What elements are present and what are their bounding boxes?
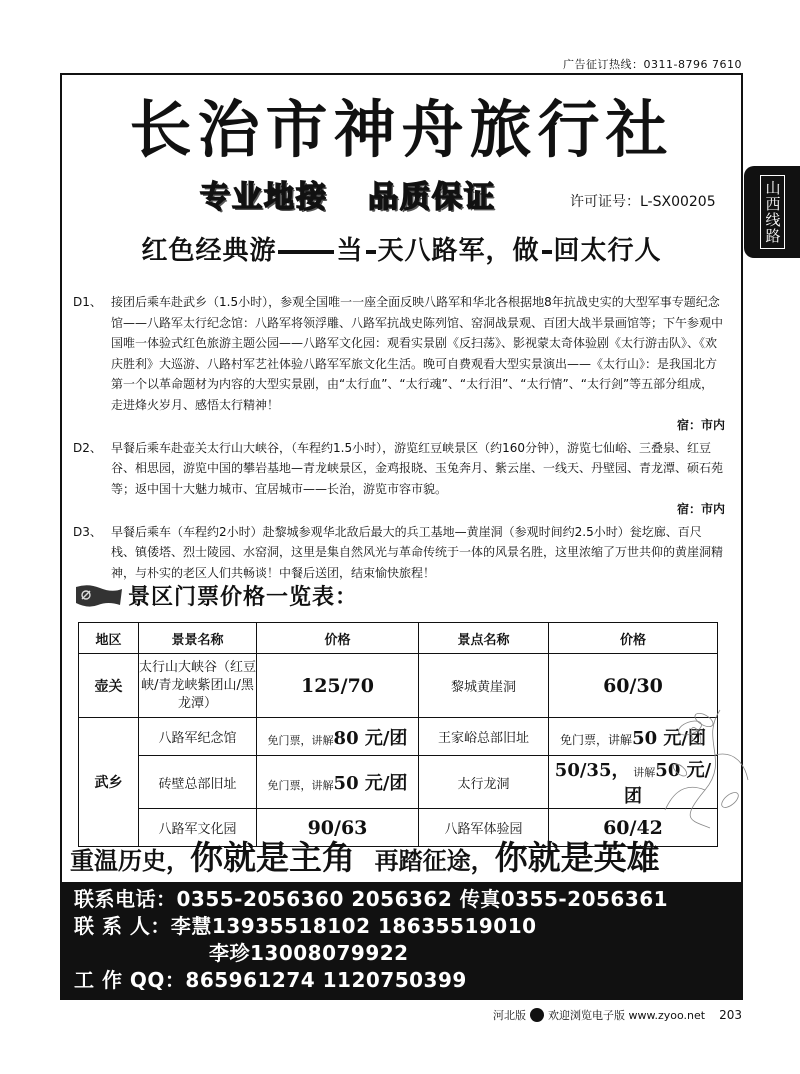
price-cell: 125/70 <box>257 654 419 718</box>
day-stay: 宿：市内 <box>676 502 725 516</box>
day-3 <box>73 522 725 584</box>
edition-label: 河北版 <box>493 1009 527 1022</box>
col-header: 价格 <box>549 623 718 654</box>
site-name: 砖壁总部旧址 <box>139 756 257 809</box>
table-row <box>79 654 718 718</box>
table-row <box>79 718 718 756</box>
dash-line <box>278 250 334 254</box>
footer-text[interactable]: 欢迎浏览电子版 www.zyoo.net <box>548 1009 706 1022</box>
site-name: 太行龙洞 <box>419 756 549 809</box>
itinerary <box>73 292 725 585</box>
day-text: 接团后乘车赴武乡（1.5小时），参观全国唯一一座全面反映八路军和华北各根据地8年抗战史实的大型军事专题纪念馆——八路军太行纪念馆：八路军将领浮雕、八路军抗战史陈列馆、窑洞战景观、百团大战半景画馆等；下午参观中国唯一体验式红色旅游主题公园——八路军文化园：观看实景剧《反扫荡》、影视蒙太奇体验剧《太行游击队》、《欢庆胜利》大巡游、八路村军艺社体验八路军军旅文化生活。晚可自费观看大型实景演出——《太行山》：是我国北方第一个以革命题材为内容的大型实景剧，由“太行血”、“太行魂”、“太行泪”、“太行情”、“太行剑”等五部分组成，走进烽火岁月、感悟太行精神！ <box>111 295 724 412</box>
day-1 <box>73 292 725 436</box>
day-2 <box>73 438 725 520</box>
flower-decoration-icon <box>660 700 750 830</box>
contact-phone: 联系电话：0355-2056360 2056362 传真0355-2056361 <box>74 887 669 911</box>
site-name: 黎城黄崖洞 <box>419 654 549 718</box>
page-number: 203 <box>719 1008 742 1022</box>
day-text: 早餐后乘车赴壶关太行山大峡谷，（车程约1.5小时），游览红豆峡景区（约160分钟），游览七仙峪、三叠泉、红豆谷、相思园，游览中国的攀岩基地—青龙峡景区，金鸡报晓、玉兔奔月、紫云崖、一线天、丹壁园、青龙潭、硕石苑等；返中国十大魅力城市、宜居城市——长治，游览市容市貌。 <box>111 440 724 496</box>
section-tab[interactable] <box>744 166 800 258</box>
slogan-part: 专业地接 <box>200 180 328 215</box>
price-cell: 60/42 <box>549 809 718 847</box>
price-cell: 60/30 <box>549 654 718 718</box>
day-label: D1、 <box>73 295 102 309</box>
day-text: 早餐后乘车（车程约2小时）赴黎城参观华北敌后最大的兵工基地—黄崖洞（参观时间约2.5小时）瓮圪廊、百尺栈、镇倭塔、烈士陵园、水窑洞，这里是集自然风光与革命传统于一体的风景名胜，这里浓缩了万世共仰的黄崖洞精神，与朴实的老区人们共畅谈！中餐后送团，结束愉快旅程！ <box>111 524 724 580</box>
col-header: 价格 <box>257 623 419 654</box>
price-prefix: 免门票，讲解 <box>267 733 334 747</box>
contact-qq: 工 作 QQ：865961274 1120750399 <box>74 968 467 992</box>
ticket-heading <box>72 580 358 611</box>
slogan <box>200 172 496 216</box>
hero-part: 你就是英雄 <box>494 838 660 877</box>
ticket-price-table <box>78 622 718 847</box>
region-cell: 武乡 <box>79 718 139 847</box>
table-row <box>79 756 718 809</box>
site-name: 八路军体验园 <box>419 809 549 847</box>
day-label: D2、 <box>73 440 102 455</box>
price-value: 80 元/团 <box>333 727 408 749</box>
site-name: 太行山大峡谷（红豆峡/青龙峡紫团山/黑龙潭） <box>139 654 257 718</box>
site-name: 王家峪总部旧址 <box>419 718 549 756</box>
license-number: 许可证号：L-SX00205 <box>570 194 716 210</box>
hero-slogan <box>70 832 740 879</box>
tagline-left: 红色经典游 <box>141 236 277 266</box>
col-header: 景点名称 <box>419 623 549 654</box>
contact-person: 联 系 人：李慧13935518102 18635519010 <box>74 914 537 938</box>
hero-part: 你就是主角 <box>190 838 355 877</box>
price-prefix: 免门票，讲解 <box>560 732 633 747</box>
price-prefix: 免门票，讲解 <box>267 779 334 792</box>
ticket-title: 景区门票价格一览表： <box>128 585 359 610</box>
day-stay: 宿：市内 <box>676 418 725 432</box>
hero-part: 重温历史， <box>70 847 190 875</box>
tagline <box>60 230 743 267</box>
table-header-row <box>79 623 718 654</box>
dash-line <box>542 250 552 254</box>
day-label: D3、 <box>73 524 102 539</box>
price-value: 50 元/团 <box>624 760 712 807</box>
tagline-part: 当 <box>336 236 364 266</box>
section-tab-label: 山西线路 <box>760 175 785 249</box>
ad-hotline: 广告征订热线：0311-8796 7610 <box>563 58 742 71</box>
col-header: 地区 <box>79 623 139 654</box>
slogan-part: 品质保证 <box>368 180 496 215</box>
party-flag-icon <box>72 583 124 609</box>
site-name: 八路军纪念馆 <box>139 718 257 756</box>
page-footer <box>493 1007 742 1023</box>
hero-part: 再踏征途， <box>374 847 495 875</box>
price-cell <box>257 718 419 756</box>
region-cell: 壶关 <box>79 654 139 718</box>
price-value: 50 元/团 <box>632 727 706 749</box>
price-prefix: 讲解 <box>633 766 656 779</box>
magazine-logo-icon <box>530 1008 544 1022</box>
contact-person: 李珍13008079922 <box>209 941 409 965</box>
tagline-part: 天八路军，做 <box>377 236 540 266</box>
price-value: 50 元/团 <box>333 773 408 794</box>
dash-line <box>366 250 376 254</box>
tagline-part: 回太行人 <box>553 236 662 266</box>
company-name: 长治市神舟旅行社 <box>129 93 674 166</box>
contact-block <box>62 882 741 998</box>
site-name: 八路军文化园 <box>139 809 257 847</box>
price-value: 50/35， <box>554 760 630 781</box>
price-cell: 90/63 <box>257 809 419 847</box>
col-header: 景景名称 <box>139 623 257 654</box>
price-cell <box>257 756 419 809</box>
